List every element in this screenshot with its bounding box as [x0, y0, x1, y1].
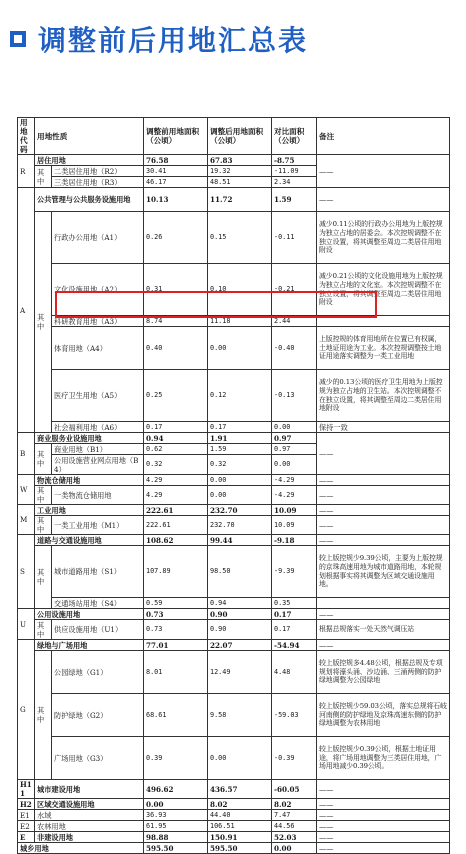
diff-cell: -4.29: [272, 486, 317, 505]
note-cell: 较上版控规多4.48公顷，根据总规及专项规划将濠头涌、沙边涌、三涌两侧的防护绿地调整为公园绿地: [317, 651, 450, 694]
note-cell: ——: [317, 821, 450, 832]
nature-cell: 道路与交通设施用地: [35, 535, 144, 546]
after-cell: 1.59: [208, 444, 272, 455]
table-row: [18, 780, 450, 799]
table-row: [18, 516, 450, 535]
nature-cell: 文化设施用地（A2）: [52, 264, 144, 316]
before-cell: 4.29: [144, 475, 208, 486]
table-row: [18, 620, 450, 640]
table-row: [18, 370, 450, 422]
nature-cell: 供应设施用地（U1）: [52, 620, 144, 640]
code-cell: M: [18, 505, 35, 535]
diff-cell: 0.00: [272, 455, 317, 475]
before-cell: 46.17: [144, 177, 208, 188]
note-cell: ——: [317, 516, 450, 535]
after-cell: 0.17: [208, 422, 272, 433]
after-cell: 436.57: [208, 780, 272, 799]
col-note: 备注: [317, 118, 450, 155]
diff-cell: 0.97: [272, 444, 317, 455]
after-cell: 99.44: [208, 535, 272, 546]
diff-cell: 0.35: [272, 598, 317, 609]
diff-cell: 7.47: [272, 810, 317, 821]
nature-cell: 交通场站用地（S4）: [52, 598, 144, 609]
after-cell: 11.18: [208, 316, 272, 327]
before-cell: 0.62: [144, 444, 208, 455]
code-cell: E: [18, 832, 35, 843]
diff-cell: -4.29: [272, 475, 317, 486]
before-cell: 0.26: [144, 212, 208, 264]
before-cell: 0.40: [144, 327, 208, 370]
code-cell: U: [18, 609, 35, 640]
diff-cell: 1.59: [272, 188, 317, 212]
code-cell: A: [18, 188, 35, 433]
after-cell: 150.91: [208, 832, 272, 843]
nature-cell: 居住用地: [35, 155, 144, 166]
diff-cell: -0.13: [272, 370, 317, 422]
note-cell: ——: [317, 780, 450, 799]
table-row: [18, 609, 450, 620]
note-cell: ——: [317, 799, 450, 810]
after-cell: 0.00: [208, 475, 272, 486]
col-nature: 用地性质: [35, 118, 144, 155]
table-row: [18, 651, 450, 694]
note-cell: ——: [317, 832, 450, 843]
note-cell: 减少的0.13公顷的医疗卫生用地为上版控规为独立占地的卫生站。本次控规调整不在独立设置，将其调整至周边二类居住用地附设: [317, 370, 450, 422]
before-cell: 8.01: [144, 651, 208, 694]
nature-cell: 城乡用地: [18, 843, 144, 854]
sub-label: 其中: [35, 212, 52, 433]
table-row: [18, 188, 450, 212]
code-cell: W: [18, 475, 35, 505]
note-cell: ——: [317, 505, 450, 516]
before-cell: 68.61: [144, 694, 208, 737]
diff-cell: 0.00: [272, 422, 317, 433]
diff-cell: -0.39: [272, 737, 317, 780]
nature-cell: 工业用地: [35, 505, 144, 516]
nature-cell: 区域交通设施用地: [35, 799, 144, 810]
before-cell: 0.17: [144, 422, 208, 433]
diff-cell: 44.56: [272, 821, 317, 832]
note-cell: 较上版控规少0.39公顷，根据土地证用途，将广场用地调整为三类居住用地，广场用地减少0.39公顷。: [317, 737, 450, 780]
diff-cell: 52.03: [272, 832, 317, 843]
before-cell: 0.32: [144, 455, 208, 475]
note-cell: ——: [317, 188, 450, 212]
nature-cell: 城市建设用地: [35, 780, 144, 799]
nature-cell: 公共管理与公共服务设施用地: [35, 188, 144, 212]
before-cell: 36.93: [144, 810, 208, 821]
note-cell: ——: [317, 155, 450, 188]
note-cell: 较上版控规少9.39公顷，主要为上版控规的京珠高速用地为城市道路用地，本轮规划根据事实将其调整为区域交通设施用地。: [317, 546, 450, 598]
col-code: 用地代码: [18, 118, 35, 155]
code-cell: E1: [18, 810, 35, 821]
note-cell: ——: [317, 843, 450, 854]
note-cell: ——: [317, 486, 450, 505]
after-cell: 9.58: [208, 694, 272, 737]
diff-cell: -0.40: [272, 327, 317, 370]
table-row: [18, 535, 450, 546]
nature-cell: 公用设施用地: [35, 609, 144, 620]
code-cell: H11: [18, 780, 35, 799]
before-cell: 0.31: [144, 264, 208, 316]
before-cell: 222.61: [144, 516, 208, 535]
code-cell: E2: [18, 821, 35, 832]
after-cell: 0.94: [208, 598, 272, 609]
after-cell: 1.91: [208, 433, 272, 444]
after-cell: 106.51: [208, 821, 272, 832]
table-row: [18, 799, 450, 810]
sub-label: 其中: [35, 651, 52, 780]
table-row: [18, 264, 450, 316]
note-cell: 较上版控规少59.03公顷，落实总规将石岐河南侧的防护绿地及京珠高速东侧的防护绿地调整为农林用地: [317, 694, 450, 737]
diff-cell: 10.09: [272, 505, 317, 516]
note-cell: ——: [317, 640, 450, 651]
note-cell: ——: [317, 433, 450, 475]
before-cell: 108.62: [144, 535, 208, 546]
table-row: [18, 640, 450, 651]
note-cell: ——: [317, 535, 450, 546]
table-row: [18, 433, 450, 444]
page-title: [10, 14, 308, 64]
note-cell: [317, 316, 450, 327]
after-cell: 0.12: [208, 370, 272, 422]
nature-cell: 一类工业用地（M1）: [52, 516, 144, 535]
nature-cell: 医疗卫生用地（A5）: [52, 370, 144, 422]
table-row: [18, 832, 450, 843]
table-row: [18, 212, 450, 264]
note-cell: 根据总规落实一处天然气调压站: [317, 620, 450, 640]
after-cell: 67.83: [208, 155, 272, 166]
before-cell: 4.29: [144, 486, 208, 505]
after-cell: 22.07: [208, 640, 272, 651]
code-cell: H2: [18, 799, 35, 810]
before-cell: 0.94: [144, 433, 208, 444]
before-cell: 10.13: [144, 188, 208, 212]
diff-cell: -0.21: [272, 264, 317, 316]
nature-cell: 物流仓储用地: [35, 475, 144, 486]
diff-cell: -9.18: [272, 535, 317, 546]
diff-cell: 0.17: [272, 609, 317, 620]
after-cell: 12.49: [208, 651, 272, 694]
before-cell: 0.73: [144, 609, 208, 620]
table-row: [18, 546, 450, 598]
nature-cell: 公用设施营业网点用地（B4）: [52, 455, 144, 475]
nature-cell: 水域: [35, 810, 144, 821]
note-cell: 保持一致: [317, 422, 450, 433]
sub-label: 其中: [35, 166, 52, 188]
nature-cell: 防护绿地（G2）: [52, 694, 144, 737]
note-cell: 减少0.21公顷的文化设施用地为上版控规为独立占地的文化室。本次控规调整不在独立设置，将其调整至周边二类居住用地附设: [317, 264, 450, 316]
code-cell: B: [18, 433, 35, 475]
col-after: 调整后用地面积（公顷）: [208, 118, 272, 155]
before-cell: 496.62: [144, 780, 208, 799]
diff-cell: -60.05: [272, 780, 317, 799]
before-cell: 0.39: [144, 737, 208, 780]
nature-cell: 农林用地: [35, 821, 144, 832]
diff-cell: 10.09: [272, 516, 317, 535]
table-row: [18, 155, 450, 166]
diff-cell: 2.34: [272, 177, 317, 188]
table-row-total: [18, 843, 450, 854]
nature-cell: 体育用地（A4）: [52, 327, 144, 370]
before-cell: 77.01: [144, 640, 208, 651]
after-cell: 232.70: [208, 516, 272, 535]
before-cell: 107.89: [144, 546, 208, 598]
before-cell: 0.73: [144, 620, 208, 640]
note-cell: ——: [317, 475, 450, 486]
after-cell: 0.00: [208, 327, 272, 370]
after-cell: 11.72: [208, 188, 272, 212]
nature-cell: 社会福利用地（A6）: [52, 422, 144, 433]
diff-cell: 4.48: [272, 651, 317, 694]
square-bullet-icon: [10, 31, 26, 47]
diff-cell: -9.39: [272, 546, 317, 598]
table-row: [18, 475, 450, 486]
after-cell: 0.00: [208, 486, 272, 505]
after-cell: 98.50: [208, 546, 272, 598]
code-cell: R: [18, 155, 35, 188]
before-cell: 0.25: [144, 370, 208, 422]
nature-cell: 三类居住用地（R3）: [52, 177, 144, 188]
table-row: [18, 694, 450, 737]
diff-cell: -0.11: [272, 212, 317, 264]
before-cell: 595.50: [144, 843, 208, 854]
nature-cell: 一类物流仓储用地: [52, 486, 144, 505]
nature-cell: 科研教育用地（A3）: [52, 316, 144, 327]
nature-cell: 行政办公用地（A1）: [52, 212, 144, 264]
diff-cell: -54.94: [272, 640, 317, 651]
header-row: [18, 118, 450, 155]
diff-cell: -11.09: [272, 166, 317, 177]
diff-cell: 0.17: [272, 620, 317, 640]
nature-cell: 公园绿地（G1）: [52, 651, 144, 694]
sub-label: 其中: [35, 486, 52, 505]
after-cell: 8.02: [208, 799, 272, 810]
after-cell: 0.90: [208, 620, 272, 640]
before-cell: 8.74: [144, 316, 208, 327]
table-row: [18, 737, 450, 780]
sub-label: 其中: [35, 444, 52, 475]
before-cell: 76.58: [144, 155, 208, 166]
after-cell: 0.15: [208, 212, 272, 264]
code-cell: G: [18, 640, 35, 780]
note-cell: 减少0.11公顷的行政办公用地为上版控规为独立占地的居委会。本次控规调整不在独立设置，将其调整至周边二类居住用地附设: [317, 212, 450, 264]
note-cell: ——: [317, 810, 450, 821]
table-row: [18, 821, 450, 832]
after-cell: 0.00: [208, 737, 272, 780]
nature-cell: 商业用地（B1）: [52, 444, 144, 455]
table-row: [18, 810, 450, 821]
land-use-summary-table: [17, 117, 450, 854]
after-cell: 0.90: [208, 609, 272, 620]
col-diff: 对比面积（公顷）: [272, 118, 317, 155]
nature-cell: 广场用地（G3）: [52, 737, 144, 780]
nature-cell: 二类居住用地（R2）: [52, 166, 144, 177]
note-cell: [317, 598, 450, 609]
table-row: [18, 486, 450, 505]
after-cell: 232.70: [208, 505, 272, 516]
note-cell: ——: [317, 609, 450, 620]
diff-cell: 0.97: [272, 433, 317, 444]
col-before: 调整前用地面积（公顷）: [144, 118, 208, 155]
before-cell: 61.95: [144, 821, 208, 832]
after-cell: 19.32: [208, 166, 272, 177]
before-cell: 30.41: [144, 166, 208, 177]
page-title-text: 调整前后用地汇总表: [38, 24, 309, 57]
table-row-highlighted: [18, 316, 450, 327]
after-cell: 0.32: [208, 455, 272, 475]
after-cell: 0.10: [208, 264, 272, 316]
sub-label: 其中: [35, 516, 52, 535]
nature-cell: 绿地与广场用地: [35, 640, 144, 651]
table-row: [18, 422, 450, 433]
diff-cell: -59.03: [272, 694, 317, 737]
note-cell: 上版控规的体育用地所在位置已有权属，土地证用途为工业。本次控规调整按土地证用途落实调整为一类工业用地: [317, 327, 450, 370]
diff-cell: 0.00: [272, 843, 317, 854]
after-cell: 44.40: [208, 810, 272, 821]
sub-label: 其中: [35, 546, 52, 609]
table-row: [18, 505, 450, 516]
nature-cell: 城市道路用地（S1）: [52, 546, 144, 598]
table-row: [18, 327, 450, 370]
nature-cell: 商业服务业设施用地: [35, 433, 144, 444]
after-cell: 48.51: [208, 177, 272, 188]
after-cell: 595.50: [208, 843, 272, 854]
before-cell: 222.61: [144, 505, 208, 516]
diff-cell: -8.75: [272, 155, 317, 166]
nature-cell: 非建设用地: [35, 832, 144, 843]
code-cell: S: [18, 535, 35, 609]
table-row: [18, 598, 450, 609]
before-cell: 98.88: [144, 832, 208, 843]
diff-cell: 2.44: [272, 316, 317, 327]
sub-label: 其中: [35, 620, 52, 640]
before-cell: 0.59: [144, 598, 208, 609]
before-cell: 0.00: [144, 799, 208, 810]
diff-cell: 8.02: [272, 799, 317, 810]
